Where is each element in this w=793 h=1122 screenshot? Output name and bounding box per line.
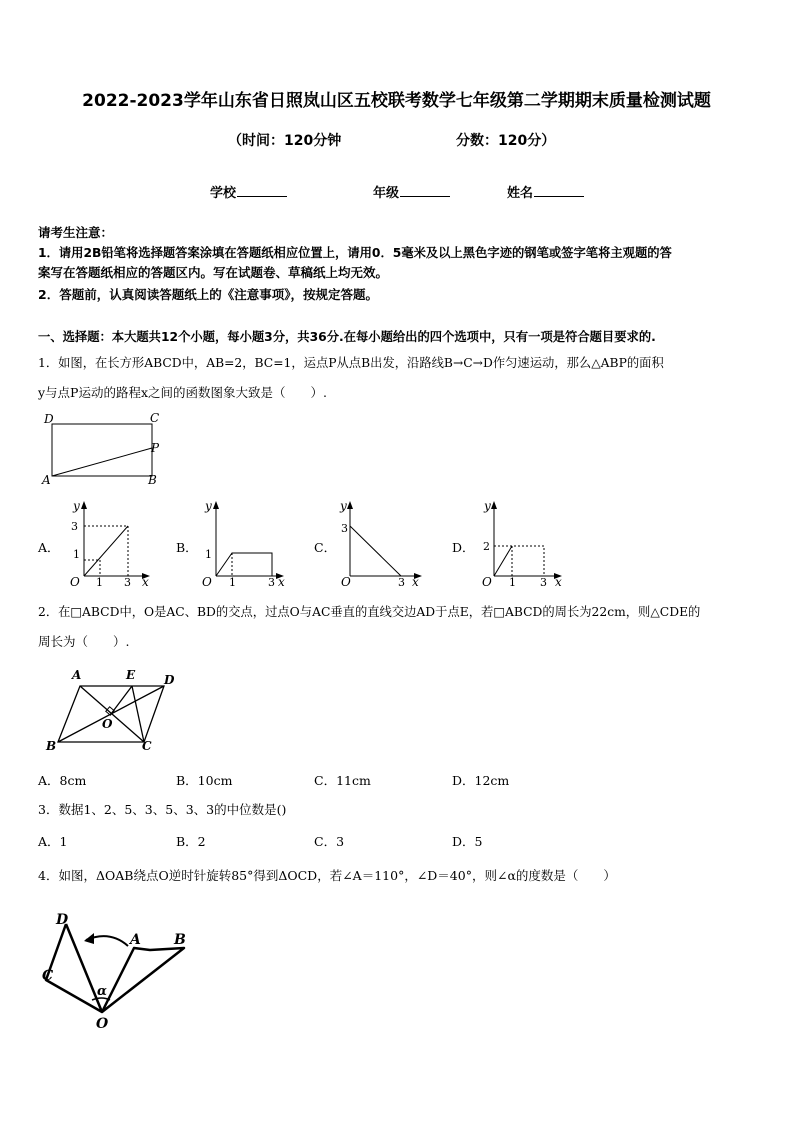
rectangle-abcd — [52, 424, 152, 476]
label-d: D — [44, 412, 54, 426]
label-b: B — [174, 932, 186, 948]
label-d: D — [164, 673, 175, 687]
q1-text-line2: y与点P运动的路程x之间的函数图象大致是（ ）. — [38, 385, 327, 400]
y-axis-arrow — [347, 501, 353, 509]
q1-graph-a — [62, 496, 154, 590]
label-o: O — [96, 1016, 109, 1032]
q3-text: 3．数据1、2、5、3、5、3、3的中位数是() — [38, 802, 287, 817]
tick-x-3: 3 — [268, 576, 275, 589]
triangle-oab — [102, 948, 184, 1012]
name-blank — [534, 184, 584, 197]
notice-item1-line2: 案写在答题纸相应的答题区内。写在试题卷、草稿纸上均无效。 — [38, 265, 389, 280]
q1-option-b-label: B． — [176, 540, 198, 555]
segment-ap — [52, 448, 152, 476]
axis-label-x: x — [142, 575, 149, 589]
name-label: 姓名 — [507, 186, 534, 201]
q1-graph-c — [330, 496, 426, 590]
tick-x-1: 1 — [509, 576, 516, 589]
exam-score: 分数：120分） — [456, 133, 556, 149]
label-d: D — [56, 912, 69, 928]
grade-label: 年级 — [373, 186, 400, 201]
notice-item2: 2．答题前，认真阅读答题纸上的《注意事项》，按规定答题。 — [38, 287, 378, 302]
q2-option-a: A．8cm — [38, 773, 87, 788]
q2-option-b: B．10cm — [176, 773, 233, 788]
section1-heading: 一、选择题：本大题共12个小题，每小题3分，共36分.在每小题给出的四个选项中，只有一项是符合题目要求的. — [38, 330, 656, 344]
tick-x-3: 3 — [398, 576, 405, 589]
guide-top — [494, 546, 544, 576]
y-axis-arrow — [491, 501, 497, 509]
q2-text-line2: 周长为（ ）. — [38, 634, 130, 649]
label-a: A — [72, 668, 82, 682]
label-p: P — [151, 441, 160, 455]
y-axis-arrow — [213, 501, 219, 509]
label-b: B — [148, 473, 157, 487]
label-c: C — [42, 968, 54, 984]
axis-label-y: y — [205, 499, 212, 513]
q2-parallelogram-figure — [40, 664, 190, 756]
axis-label-x: x — [555, 575, 562, 589]
notice-heading: 请考生注意： — [38, 225, 114, 240]
tick-x-3: 3 — [540, 576, 547, 589]
q1-rectangle-figure — [36, 408, 166, 488]
q3-option-b: B．2 — [176, 834, 206, 849]
label-o: O — [102, 717, 113, 731]
q1-option-d-label: D． — [452, 540, 475, 555]
q1-option-a-label: A． — [38, 540, 60, 555]
axis-label-y: y — [340, 499, 347, 513]
q3-option-d: D．5 — [452, 834, 483, 849]
q3-option-c: C．3 — [314, 834, 345, 849]
label-alpha: α — [97, 984, 108, 999]
tick-3: 3 — [341, 522, 348, 535]
label-a: A — [42, 473, 51, 487]
origin-label: O — [202, 575, 212, 589]
q3-option-a: A．1 — [38, 834, 68, 849]
exam-time: （时间：120分钟 — [228, 133, 342, 149]
grade-blank — [400, 184, 450, 197]
label-a: A — [130, 932, 141, 948]
axis-label-y: y — [484, 499, 491, 513]
q1-graph-d — [474, 496, 568, 590]
school-field — [210, 182, 287, 201]
q1-text-line1: 1．如图，在长方形ABCD中，AB=2，BC=1，运点P从点B出发，沿路线B→C→D作匀速运动，那么△ABP的面积 — [38, 356, 664, 370]
tick-1: 1 — [73, 548, 80, 561]
tick-x-1: 1 — [229, 576, 236, 589]
school-blank — [237, 184, 287, 197]
exam-title: 2022-2023学年山东省日照岚山区五校联考数学七年级第二学期期末质量检测试题 — [82, 91, 711, 111]
q2-option-d: D．12cm — [452, 773, 510, 788]
tick-3: 3 — [71, 520, 78, 533]
origin-label: O — [482, 575, 492, 589]
q4-rotation-figure — [38, 906, 198, 1032]
graph-line — [84, 526, 128, 576]
name-field — [507, 182, 584, 201]
graph-line — [350, 526, 401, 576]
origin-label: O — [341, 575, 351, 589]
q1-graph-b — [194, 496, 290, 590]
tick-1: 1 — [205, 548, 212, 561]
tick-x-3: 3 — [124, 576, 131, 589]
q1-option-c-label: C． — [314, 540, 337, 555]
origin-label: O — [70, 575, 80, 589]
rotation-arrow-head — [84, 933, 94, 944]
q2-option-c: C．11cm — [314, 773, 371, 788]
tick-2: 2 — [483, 540, 490, 553]
q4-text: 4．如图，ΔOAB绕点O逆时针旋转85°得到ΔOCD，若∠A＝110°，∠D＝40°，则∠α的度数是（ ） — [38, 868, 616, 883]
label-e: E — [126, 668, 136, 682]
y-axis-arrow — [81, 501, 87, 509]
label-b: B — [46, 739, 57, 753]
tick-x-1: 1 — [96, 576, 103, 589]
q2-text-line1: 2．在□ABCD中，O是AC、BD的交点，过点O与AC垂直的直线交边AD于点E，若□ABCD的周长为22cm，则△CDE的 — [38, 605, 701, 619]
axis-label-x: x — [278, 575, 285, 589]
notice-item1-line1: 1．请用2B铅笔将选择题答案涂填在答题纸相应位置上，请用0．5毫米及以上黑色字迹的钢笔或签字笔将主观题的答 — [38, 246, 672, 260]
label-c: C — [142, 739, 152, 753]
graph-line — [216, 553, 272, 576]
axis-label-y: y — [73, 499, 80, 513]
label-c: C — [150, 411, 160, 425]
school-label: 学校 — [210, 186, 237, 201]
segment-eo — [111, 686, 132, 714]
axis-label-x: x — [412, 575, 419, 589]
graph-line-rise — [494, 546, 512, 576]
grade-field — [373, 182, 450, 201]
